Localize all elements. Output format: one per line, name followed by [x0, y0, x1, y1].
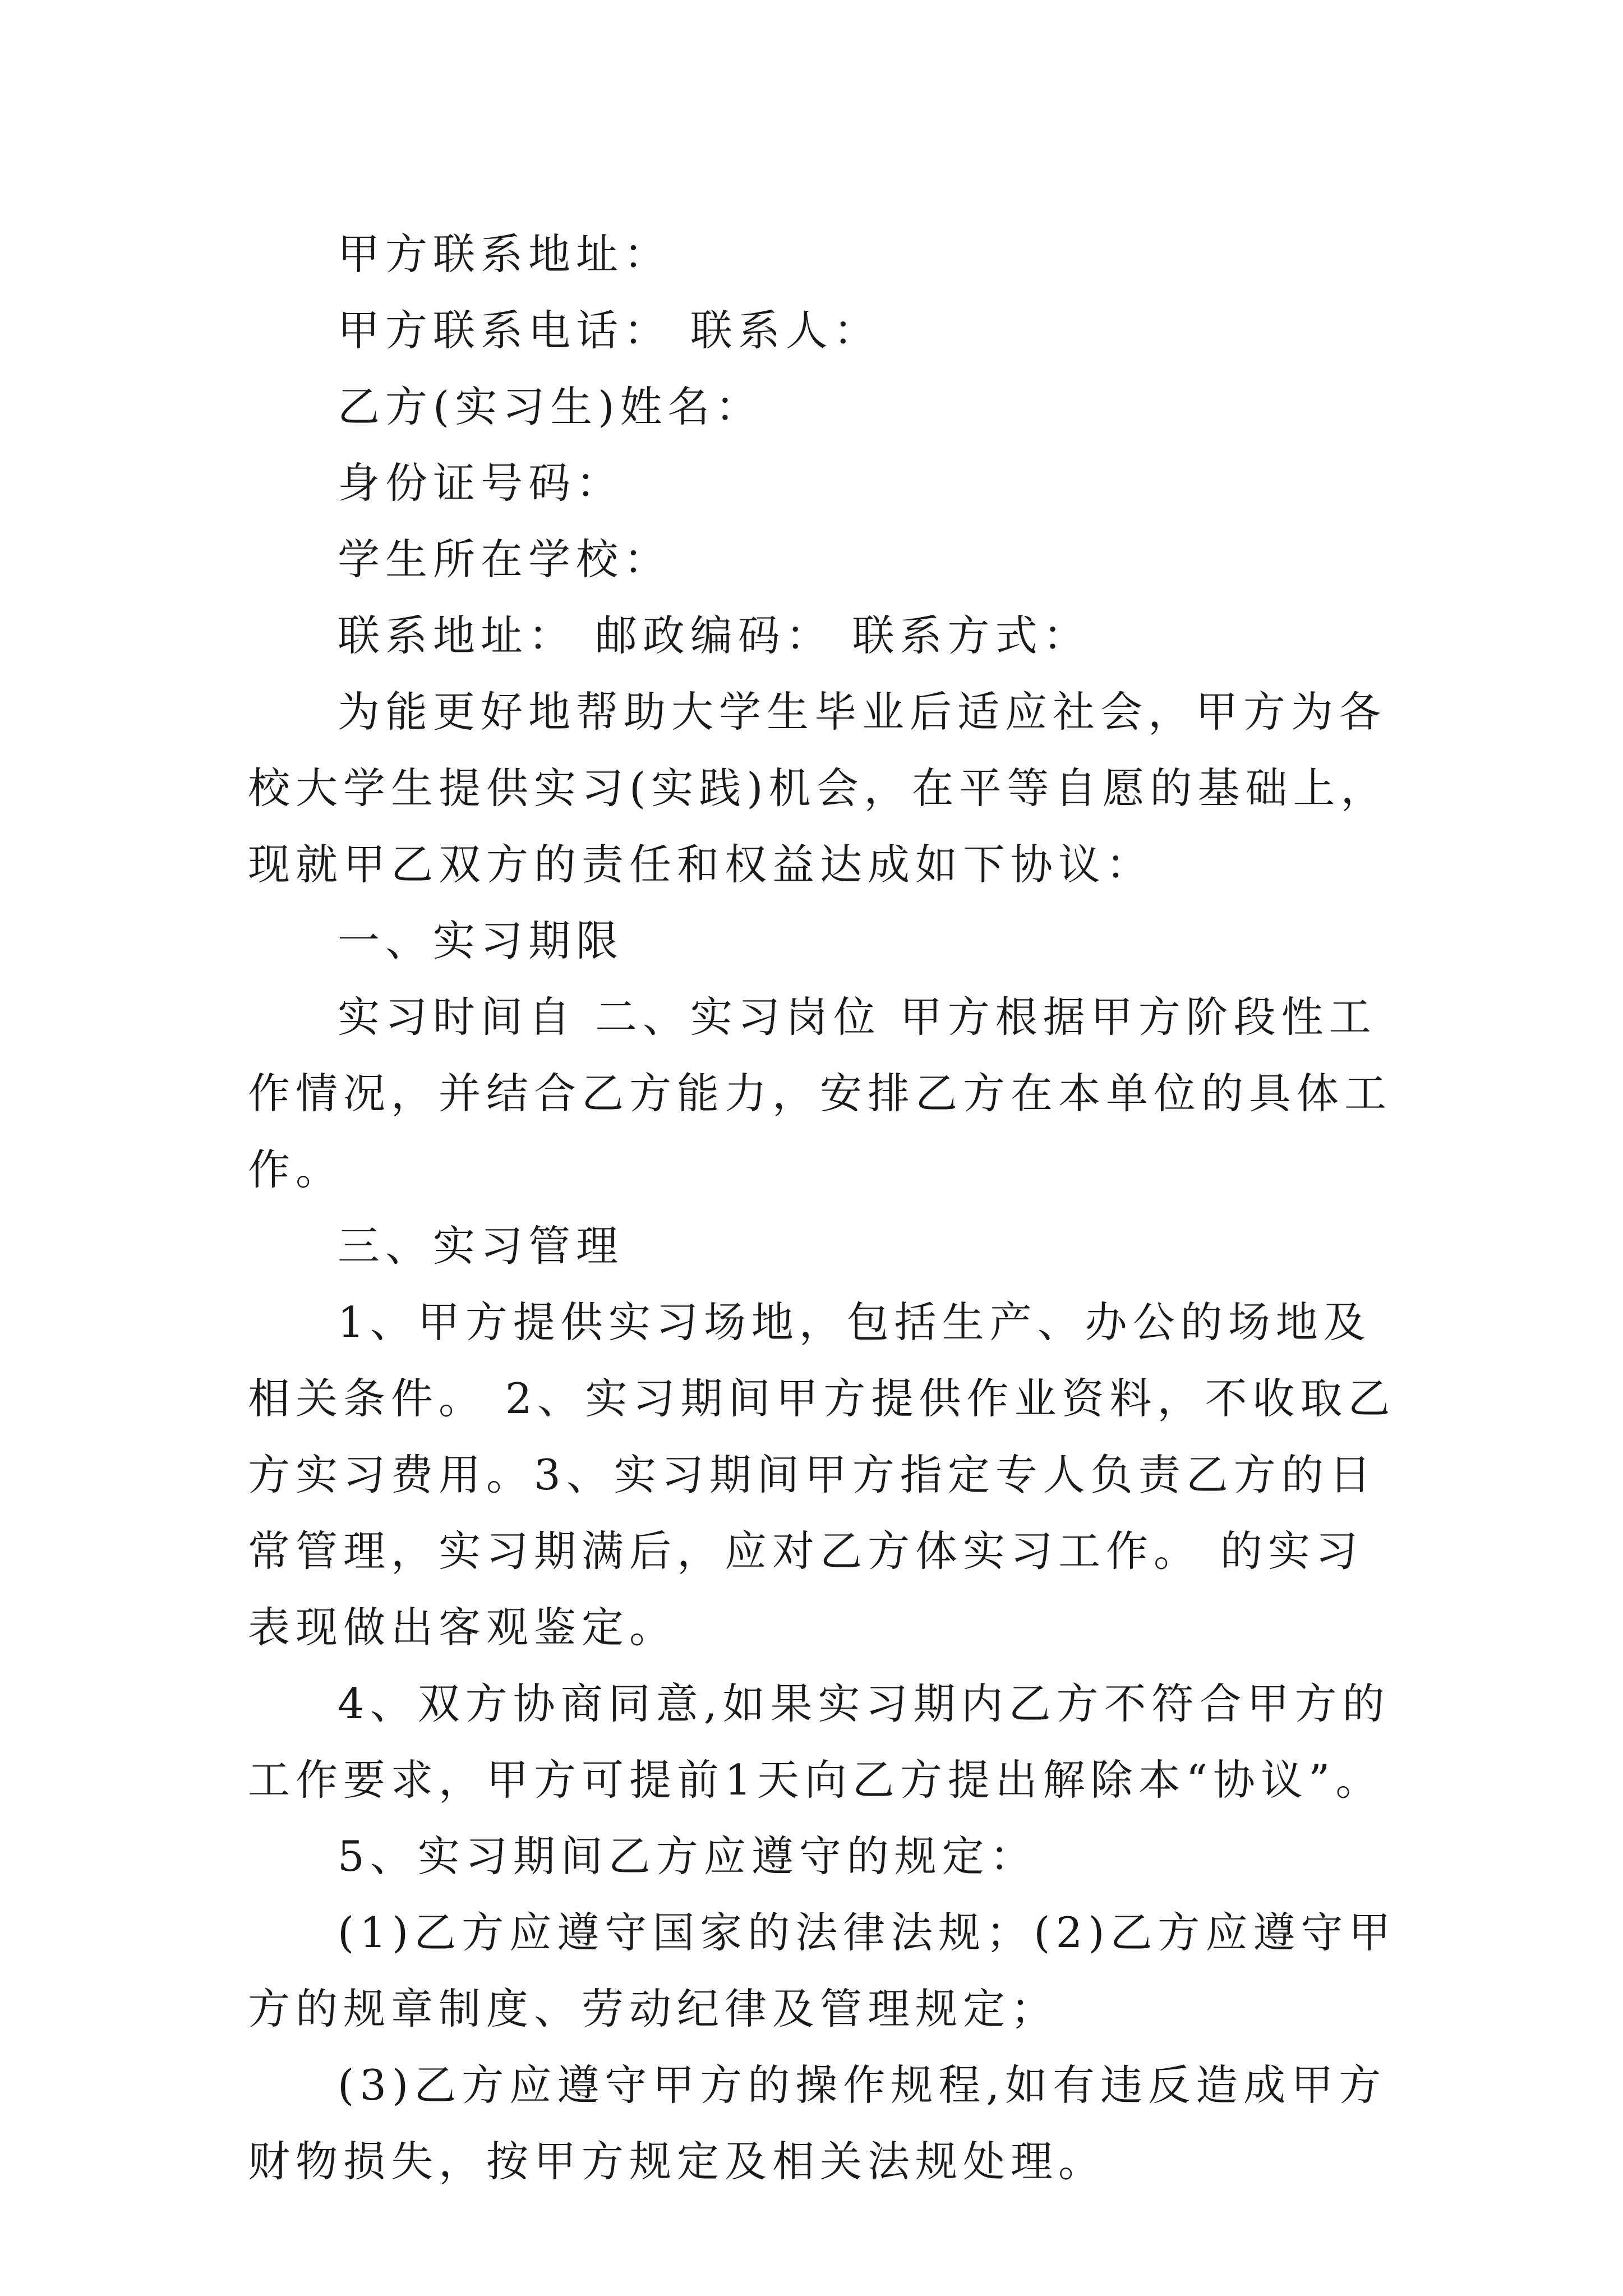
paragraph-internship-time-position: 实习时间自 二、实习岗位 甲方根据甲方阶段性工作情况，并结合乙方能力，安排乙方在本单位的具体工作。: [248, 992, 1393, 1194]
paragraph-management-item-5: 5、实习期间乙方应遵守的规定：: [338, 1832, 1038, 1881]
paragraph-id-number: 身份证号码：: [338, 458, 624, 508]
paragraph-party-b-name: 乙方(实习生)姓名：: [338, 382, 763, 431]
paragraph-management-items-1-3: 1、甲方提供实习场地，包括生产、办公的场地及相关条件。 2、实习期间甲方提供作业资料，不收取乙方实习费用。3、实习期间甲方指定专人负责乙方的日常管理，实习期满后，应对乙方体实习工作。 的实习表现做出客观鉴定。: [248, 1297, 1396, 1652]
document-body: [248, 216, 1398, 2200]
paragraph-management-item-4: 4、双方协商同意,如果实习期内乙方不符合甲方的工作要求，甲方可提前1天向乙方提出解除本“协议”。: [248, 1679, 1390, 1805]
paragraph-rules-3: (3)乙方应遵守甲方的操作规程,如有违反造成甲方财物损失，按甲方规定及相关法规处理。: [248, 2060, 1387, 2186]
paragraph-rules-1-2: (1)乙方应遵守国家的法律法规；(2)乙方应遵守甲方的规章制度、劳动纪律及管理规定；: [248, 1908, 1396, 2033]
heading-internship-period: 一、实习期限: [338, 916, 624, 965]
paragraph-school: 学生所在学校：: [338, 535, 672, 584]
paragraph-preamble: 为能更好地帮助大学生毕业后适应社会，甲方为各校大学生提供实习(实践)机会，在平等自愿的基础上，现就甲乙双方的责任和权益达成如下协议：: [248, 687, 1389, 889]
paragraph-party-a-phone: 甲方联系电话： 联系人：: [338, 306, 881, 355]
heading-internship-management: 三、实习管理: [338, 1221, 624, 1271]
paragraph-party-a-address: 甲方联系地址：: [338, 229, 672, 279]
paragraph-contact-info: 联系地址： 邮政编码： 联系方式：: [338, 611, 1091, 660]
